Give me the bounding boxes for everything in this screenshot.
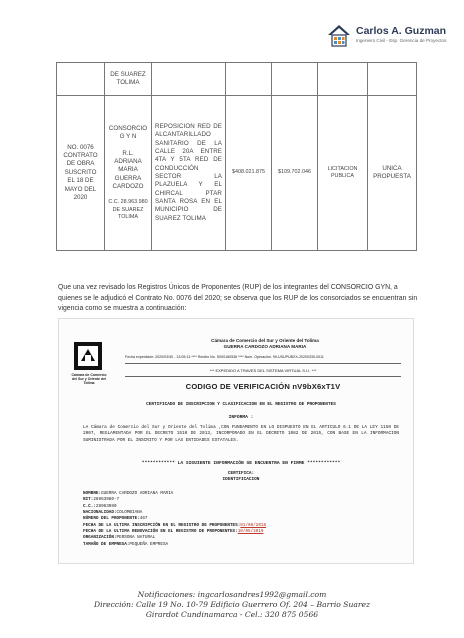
footer-city-phone-line: Girardot Cundinamarca - Cel.: 320 875 0566 <box>145 609 319 619</box>
certificate-header <box>167 338 363 350</box>
footer-email-line: Notificaciones: ingcarlosandres1992@gmail.com <box>137 590 327 599</box>
certifica-heading: CERTIFICA: <box>227 471 255 476</box>
field-value: PEQUEÑA EMPRESA <box>129 541 169 547</box>
field-label: TAMAÑO DE EMPRESA: <box>83 541 130 547</box>
field-label: NACIONALIDAD: <box>83 509 117 515</box>
field-label: NÚMERO DEL PROPONENTE: <box>83 516 140 522</box>
field-value: 28963980-7 <box>93 497 120 503</box>
brand-logo <box>326 22 456 50</box>
page-footer <box>0 590 464 620</box>
field-value: 467 <box>139 516 148 522</box>
brand-name: Carlos A. Guzman <box>356 25 447 37</box>
field-value: PERSONA NATURAL <box>116 535 156 541</box>
divider <box>125 363 401 364</box>
footer-address-line: Dirección: Calle 19 No. 10-79 Edificio Guerrero Of. 204 – Barrio Suarez <box>93 599 371 609</box>
chamber-seal-icon <box>73 341 103 371</box>
field-label: NOMBRE: <box>83 491 102 496</box>
table-cell-location: DE SUAREZ TOLIMA <box>105 63 152 96</box>
table-cell-proposal: UNICA PROPUESTA <box>368 96 417 251</box>
rup-certificate-image <box>58 318 414 564</box>
field-value: COLOMBIANA <box>116 509 143 515</box>
field-label: NIT: <box>83 497 94 503</box>
house-logo-icon <box>326 22 352 48</box>
identificacion-heading: IDENTIFICACION <box>222 477 260 483</box>
field-label: C.C.: <box>83 503 96 509</box>
table-cell <box>226 63 272 96</box>
field-row <box>83 542 399 548</box>
table-cell-modality: LICITACION PUBLICA <box>318 96 368 251</box>
field-value: GUERRA CARDOZO ADRIANA MARIA <box>101 491 174 496</box>
contract-table <box>56 62 417 251</box>
table-cell <box>318 63 368 96</box>
field-label: FECHA DE LA ULTIMA RENOVACIÓN EN EL REGISTRO DE PROPONENTES: <box>83 528 238 534</box>
table-cell <box>368 63 417 96</box>
table-row <box>57 96 417 251</box>
field-value-highlighted: 01/08/2018 <box>240 522 267 528</box>
contractor-name: CONSORCIO G Y N <box>108 124 148 141</box>
informa-heading: INFORMA : <box>228 415 254 420</box>
certifica-block <box>83 471 399 483</box>
identification-fields <box>83 491 399 548</box>
table-row <box>57 63 417 96</box>
certificate-title: CERTIFICADO DE INSCRIPCION Y CLASIFICACION EN EL REGISTRO DE PROPONENTES <box>146 402 336 407</box>
contractor-representative: R.L. ADRIANA MARIA GUERRA CARDOZO <box>112 149 144 190</box>
table-cell-contractor <box>105 96 152 251</box>
field-value-highlighted: 10/05/2019 <box>237 528 264 534</box>
table-cell-value-1: $408.021.875 <box>226 96 272 251</box>
verification-code: CODIGO DE VERIFICACIÓN nV9bX6xT1V <box>185 382 341 391</box>
table-cell-contract: NO. 0076 CONTRATO DE OBRA SUSCRITO EL 18 DE MAYO DEL 2020 <box>57 96 105 251</box>
table-cell <box>152 63 226 96</box>
table-cell <box>57 63 105 96</box>
issued-virtual-note: *** EXPEDIDO A TRAVES DEL SISTEMA VIRTUAL S.I.I. *** <box>209 368 317 373</box>
certificate-body: LA Cámara de Comercio del Sur y Oriente del Tolima ,CON FUNDAMENTO EN LO DISPUESTO EN EL ARTICULO 6.1 DE LA LEY 1150 DE 2007, REGLAMENTADA POR EL DECRETO 1510 DE 2013, INCORPORADO EN EL DECRETO 1082 DE 2015, CON BASE EN LA INFORMACION SUMINISTRADA POR EL INSCRITO Y POR LAS ENTIDADES ESTATALES. <box>83 425 399 443</box>
field-value: 28963980 <box>95 503 117 509</box>
field-label: FECHA DE LA ULTIMA INSCRIPCIÓN EN EL REGISTRO DE PROPONENTES: <box>83 522 241 528</box>
issue-metadata: Fecha expedición: 2020/03/30 - 13:05:13 **** Recibo No. S000180536 **** Num. Operación. 99-USUPUBXX-20200330-0011 <box>125 355 324 359</box>
firm-info-banner: ************ LA SIGUIENTE INFORMACIÓN SE ENCUENTRA EN FIRME ************ <box>141 461 341 466</box>
contractor-id: C.C. 28.963.980 DE SUAREZ TOLIMA <box>108 199 148 220</box>
holder-name: GUERRA CARDOZO ADRIANA MARIA <box>223 343 307 349</box>
field-label: ORGANIZACIÓN: <box>83 535 117 541</box>
body-paragraph: Que una vez revisado los Registros Únicos de Proponentes (RUP) de los integrantes del CONSORCIO GYN, a quienes se le adjudicó el Contrato No. 0076 del 2020; se observa que los RUP de los consorciados se encuentran sin vigencia como se muestra a continuación: <box>58 284 418 313</box>
chamber-name: Cámara de Comercio del Sur y Oriente del Tolima <box>211 338 319 343</box>
table-cell <box>272 63 318 96</box>
seal-caption: Cámara de Comercio del Sur y Oriente del Tolima <box>71 373 107 386</box>
table-cell-value-2: $109.702.046 <box>272 96 318 251</box>
brand-subtitle: Ingeniero Civil - Esp. Gerencia de Proyectos <box>356 38 447 43</box>
table-cell-description: REPOSICION RED DE ALCANTARILLADO SANITARIO DE LA CALLE 20A ENTRE 4TA Y 5TA RED DE CONDUCCIÓN SECTOR LA PLAZUELA Y EL CHIRCAL PTAR SANTA ROSA EN EL MUNICIPIO DE SUAREZ TOLIMA <box>152 96 226 251</box>
divider <box>125 376 401 377</box>
